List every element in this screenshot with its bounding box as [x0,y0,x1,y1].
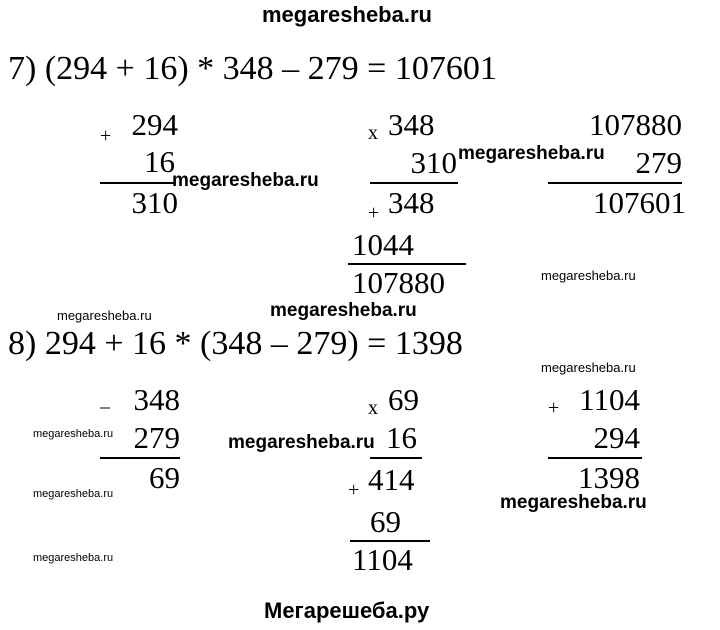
times-sign: x [368,122,378,144]
subtrahend: 279 [133,420,180,455]
watermark: megaresheba.ru [458,143,605,164]
rule-line [100,182,175,184]
minus-sign: _ [100,389,110,411]
minuend: 107880 [589,107,682,142]
rule-line [548,182,682,184]
watermark: megaresheba.ru [33,552,114,564]
watermark: megaresheba.ru [500,492,647,513]
watermark: megaresheba.ru [172,170,319,191]
plus-sign: + [100,125,112,147]
minuend: 348 [133,382,180,417]
addend-1: 1104 [579,382,640,417]
difference-result: 69 [149,460,180,495]
product-result: 107880 [352,265,445,300]
problem-8-equation: 8) 294 + 16 * (348 – 279) = 1398 [8,325,463,362]
partial-product-1: 348 [388,185,435,220]
multiplicand: 348 [388,107,435,142]
sum-result: 1398 [578,460,640,495]
addend-2: 16 [144,144,175,179]
multiplier: 16 [386,420,417,455]
plus-sign: + [348,479,360,501]
watermark: megaresheba.ru [541,360,636,375]
product-result: 1104 [352,542,413,577]
watermark: megaresheba.ru [33,488,114,500]
sum-result: 310 [131,185,178,220]
plus-sign: + [368,202,380,224]
addend-2: 294 [593,420,640,455]
partial-product-2: 1044 [352,227,414,262]
header-watermark: megaresheba.ru [262,2,432,27]
plus-sign: + [548,397,560,419]
watermark: megaresheba.ru [228,432,375,453]
partial-product-2: 69 [370,504,401,539]
multiplier: 310 [410,145,457,180]
watermark: megaresheba.ru [541,268,636,283]
footer-site-name: Мегарешеба.ру [264,598,430,623]
watermark: megaresheba.ru [57,308,152,323]
addend-1: 294 [131,107,178,142]
rule-line [370,182,458,184]
subtrahend: 279 [635,145,682,180]
multiplicand: 69 [388,382,419,417]
rule-line [548,457,642,459]
partial-product-1: 414 [368,462,415,497]
rule-line [100,457,180,459]
times-sign: x [368,397,378,419]
rule-line [370,457,422,459]
watermark: megaresheba.ru [270,300,417,321]
watermark: megaresheba.ru [33,428,114,440]
difference-result: 107601 [593,185,686,220]
problem-7-equation: 7) (294 + 16) * 348 – 279 = 107601 [8,50,497,87]
